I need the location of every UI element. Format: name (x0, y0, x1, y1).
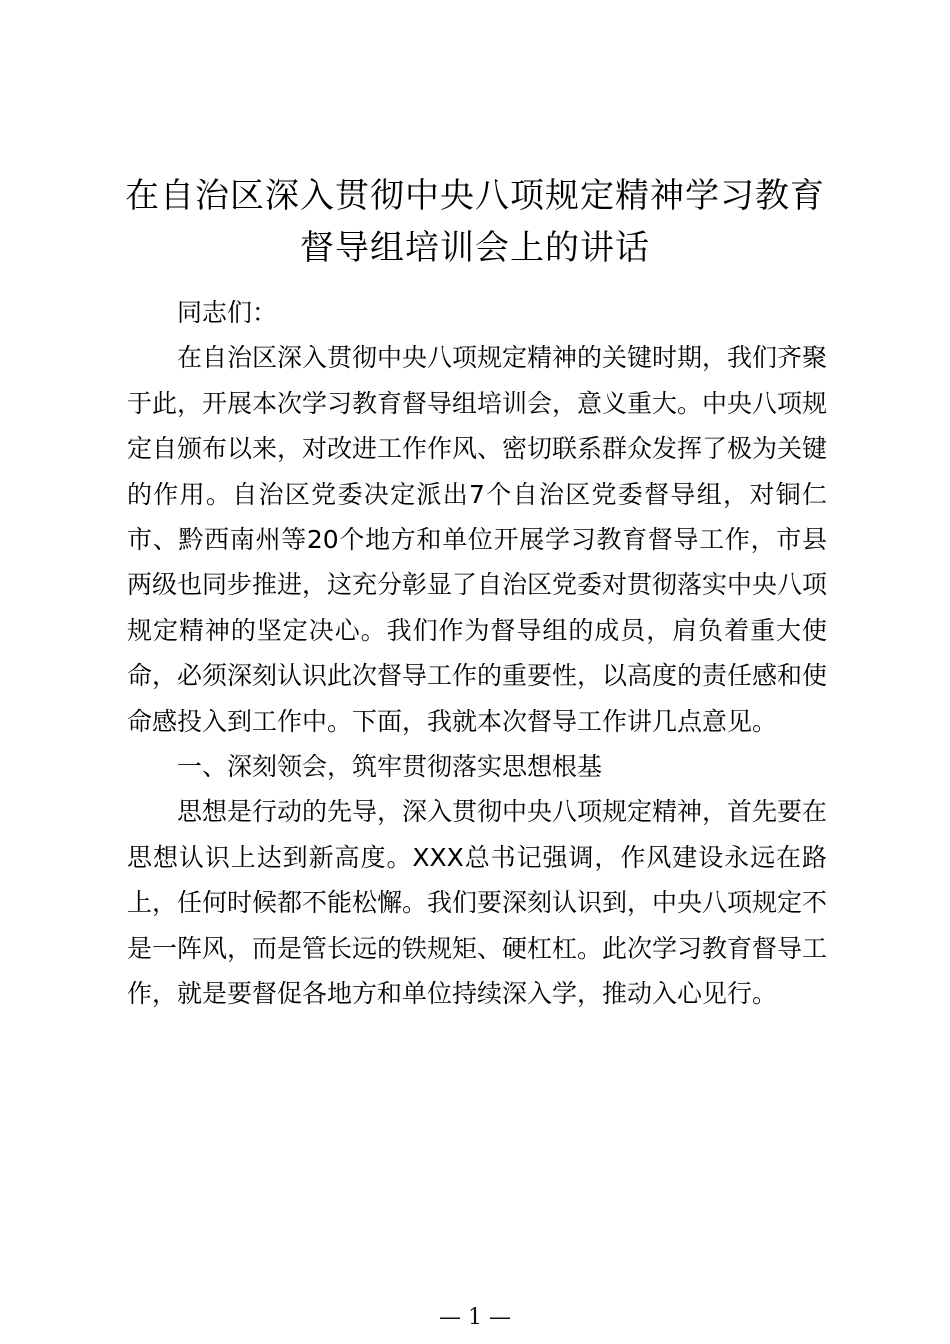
salutation: 同志们： (177, 298, 278, 327)
paragraph-intro: 在自治区深入贯彻中央八项规定精神的关键时期，我们齐聚于此，开展本次学习教育督导组培训会，意义重大。中央八项规定自颁布以来，对改进工作作风、密切联系群众发挥了极为关键的作用。自治区党委决定派出7个自治区党委督导组，对铜仁市、黔西南州等20个地方和单位开展学习教育督导工作，市县两级也同步推进，这充分彰显了自治区党委对贯彻落实中央八项规定精神的坚定决心。我们作为督导组的成员，肩负着重大使命，必须深刻认识此次督导工作的重要性，以高度的责任感和使命感投入到工作中。下面，我就本次督导工作讲几点意见。 (127, 343, 828, 736)
section-heading-1: 一、深刻领会，筑牢贯彻落实思想根基 (177, 752, 603, 782)
page-number: — 1 — (439, 1305, 511, 1330)
document-body (127, 290, 827, 1017)
document-title-line-1: 在自治区深入贯彻中央八项规定精神学习教育 (125, 176, 825, 216)
document-title-line-2: 督导组培训会上的讲话 (300, 228, 650, 268)
paragraph-section-1: 思想是行动的先导，深入贯彻中央八项规定精神，首先要在思想认识上达到新高度。XXX总书记强调，作风建设永远在路上，任何时候都不能松懈。我们要深刻认识到，中央八项规定不是一阵风，而是管长远的铁规矩、硬杠杠。此次学习教育督导工作，就是要督促各地方和单位持续深入学，推动入心见行。 (127, 797, 828, 1009)
